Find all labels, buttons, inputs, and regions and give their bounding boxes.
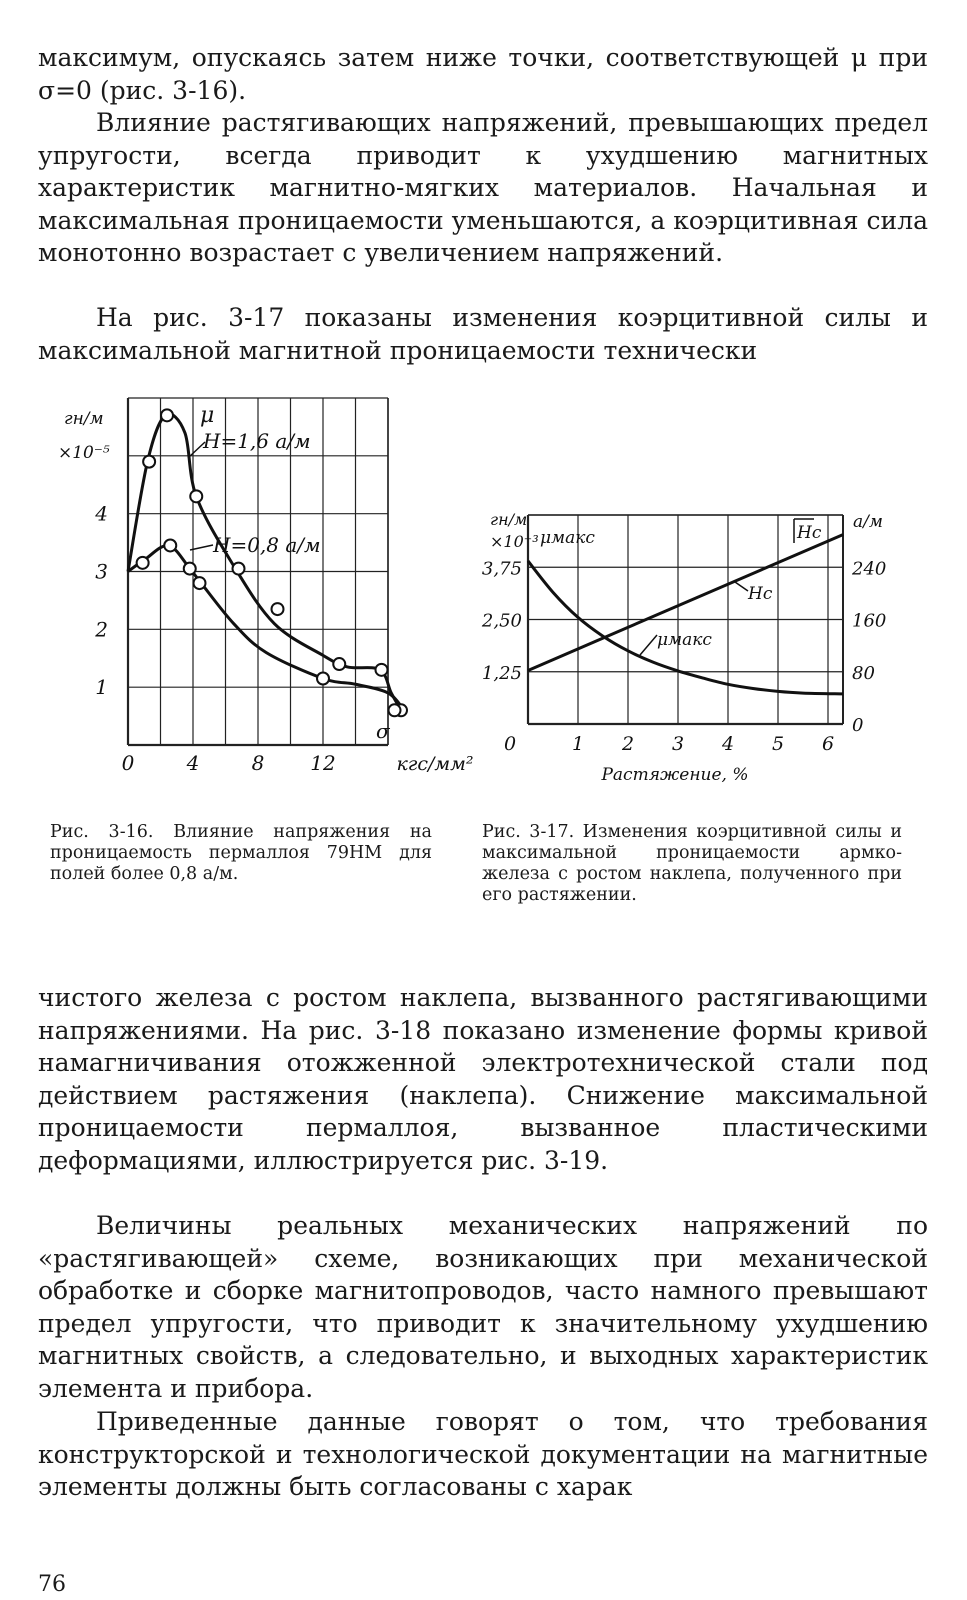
annotation-h16: H=1,6 а/м xyxy=(203,429,311,453)
x-tick-label: 6 xyxy=(821,733,835,755)
figure-3-17-caption: Рис. 3-17. Изменения коэрцитивной силы и максимальной проницаемости армко-железа с ростом наклепа, полученного при его растяжении. xyxy=(482,822,902,905)
x-tick-label: 8 xyxy=(251,751,265,775)
y-right-tick-label: 160 xyxy=(852,610,887,632)
y-tick-label: 1 xyxy=(95,675,108,700)
paragraph-5: Величины реальных механических напряжений по «растягивающей» схеме, возникающих при механической обработке и сборке магнитопроводов, часто намного превышают предел упругости, что приводит к значительному ухудшению магнитных свойств, а следовательно, и выходных характеристик элемента и прибора. xyxy=(38,1211,928,1403)
data-marker xyxy=(161,409,173,421)
x-unit-label: кгс/мм² xyxy=(396,753,474,775)
annotation-mu: μ xyxy=(200,403,215,428)
data-marker xyxy=(143,456,155,468)
y-left-unit-label: гн/м xyxy=(490,510,528,529)
x-tick-label: 12 xyxy=(310,751,336,775)
figure-3-17 xyxy=(481,495,920,795)
figure-3-16-curves xyxy=(128,414,404,710)
paragraph-3: На рис. 3-17 показаны изменения коэрцитивной силы и максимальной магнитной проницаемости технически xyxy=(38,303,928,365)
y-tick-label: 2 xyxy=(95,617,108,642)
curve-h-1-6 xyxy=(128,414,401,710)
data-marker xyxy=(137,557,149,569)
data-marker xyxy=(389,704,401,716)
paragraph-4: чистого железа с ростом наклепа, вызванного растягивающими напряжениями. На рис. 3-18 показано изменение формы кривой намагничивания отожженной электротехнической стали под действием растяжения (наклепа). Снижение максимальной проницаемости пермаллоя, вызванное пластическими деформациями, иллюстрируется рис. 3-19. xyxy=(38,983,928,1175)
x-tick-label: 0 xyxy=(503,733,517,755)
curve-hc xyxy=(528,535,843,671)
data-marker xyxy=(194,577,206,589)
figure-3-16 xyxy=(50,390,474,790)
y-tick-label: 4 xyxy=(95,501,108,526)
y-right-tick-label: 240 xyxy=(852,558,887,580)
data-marker xyxy=(184,563,196,575)
y-unit-label: гн/м xyxy=(64,409,104,429)
figure-3-17-labels xyxy=(481,510,886,785)
annotation-hc-1: Hc xyxy=(797,523,822,543)
annotation-sigma: σ xyxy=(376,719,390,743)
paragraph-1: максимум, опускаясь затем ниже точки, соответствующей μ при σ=0 (рис. 3-16). xyxy=(38,43,928,105)
x-tick-label: 0 xyxy=(121,751,135,775)
leader-mu-max xyxy=(640,635,657,655)
x-tick-label: 2 xyxy=(621,733,635,755)
data-marker xyxy=(333,658,345,670)
paragraph-6: Приведенные данные говорят о том, что требования конструкторской и технологической документации на магнитные элементы должны быть согласованы с харак xyxy=(38,1407,928,1501)
y-tick-label: 3 xyxy=(95,559,108,584)
y-left-tick-label: 3,75 xyxy=(481,558,522,580)
figure-3-16-labels xyxy=(58,403,474,775)
x-tick-label: 5 xyxy=(771,733,785,755)
curve-mu-max xyxy=(528,561,843,694)
x-axis-title: Растяжение, % xyxy=(601,765,749,785)
figure-3-16-caption: Рис. 3-16. Влияние напряжения на проницаемость пермаллоя 79НМ для полей более 0,8 а/м. xyxy=(50,822,432,884)
annotation-mu-max-2: μмакс xyxy=(657,630,712,650)
data-marker xyxy=(272,603,284,615)
data-marker xyxy=(190,490,202,502)
figure-3-17-curves xyxy=(528,535,843,694)
x-tick-label: 4 xyxy=(721,733,735,755)
x-tick-label: 1 xyxy=(571,733,585,755)
data-marker xyxy=(233,563,245,575)
paragraph-2: Влияние растягивающих напряжений, превышающих предел упругости, всегда приводит к ухудшению магнитных характеристик магнитно-мягких материалов. Начальная и максимальная проницаемости уменьшаются, а коэрцитивная сила монотонно возрастает с увеличением напряжений. xyxy=(38,108,928,267)
page-number: 76 xyxy=(38,1572,66,1597)
leader-hc-2 xyxy=(735,582,748,591)
y-right-tick-label: 0 xyxy=(852,715,864,736)
data-marker xyxy=(376,664,388,676)
y-unit-label: ×10⁻⁵ xyxy=(58,443,110,463)
y-left-tick-label: 1,25 xyxy=(481,662,522,684)
x-tick-label: 4 xyxy=(186,751,200,775)
annotation-h08: H=0,8 а/м xyxy=(213,533,321,557)
x-tick-label: 3 xyxy=(671,733,685,755)
y-left-unit-label: ×10⁻³ xyxy=(490,532,539,551)
y-right-tick-label: 80 xyxy=(852,662,875,684)
curve-h-0-8 xyxy=(128,545,404,710)
annotation-hc-2: Hc xyxy=(748,584,773,604)
data-marker xyxy=(317,672,329,684)
y-left-tick-label: 2,50 xyxy=(481,610,522,632)
annotation-mu-max-1: μмакс xyxy=(540,528,595,548)
data-marker xyxy=(164,539,176,551)
y-right-unit-label: а/м xyxy=(853,512,883,532)
